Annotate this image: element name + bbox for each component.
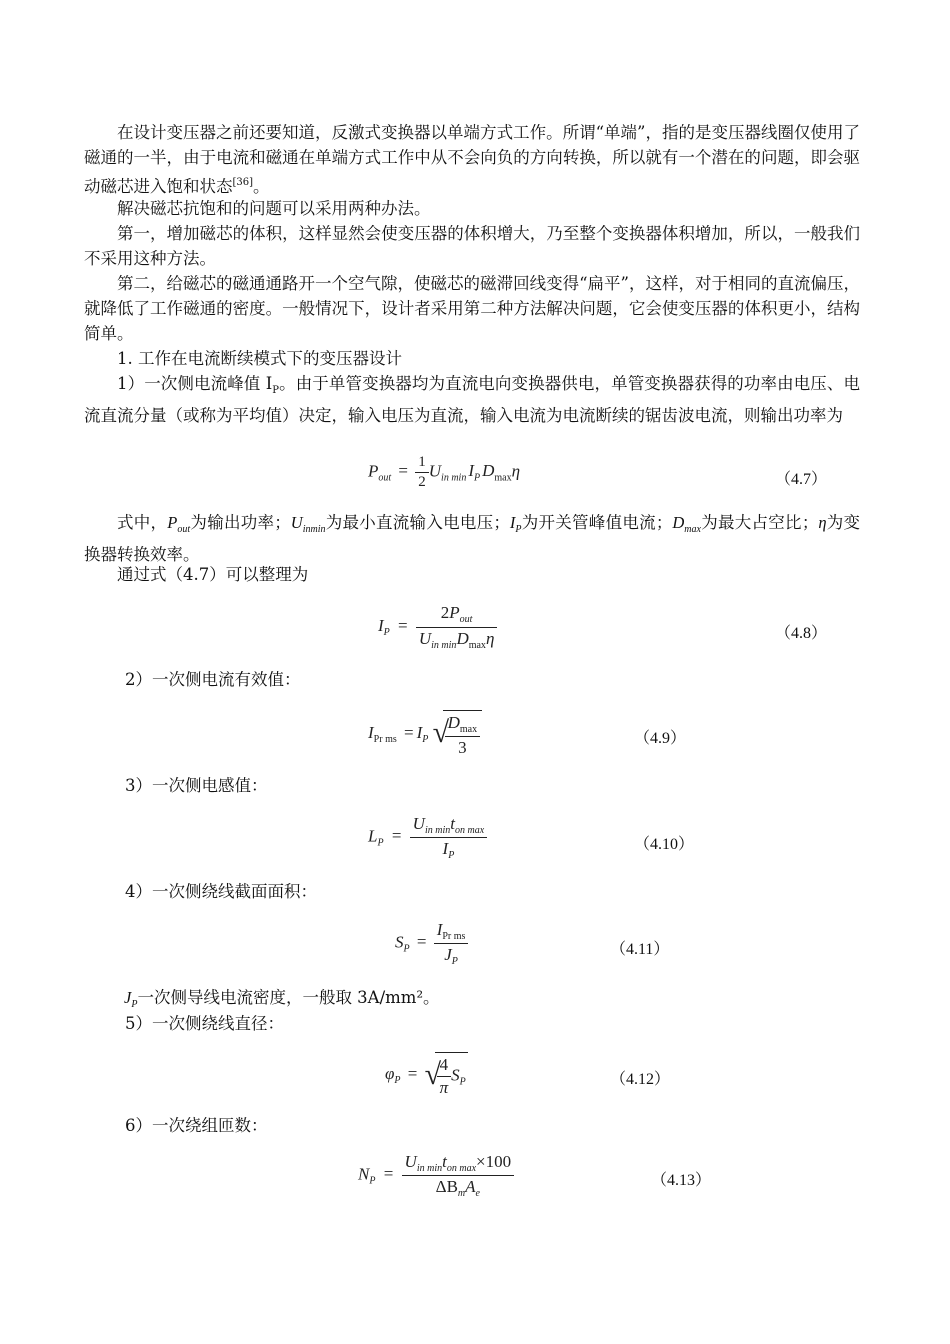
paragraph-cross-section: 4）一次侧绕线截面面积： xyxy=(125,882,317,901)
paragraph-where: 式中，$P_{out}$为输出功率；$U_{inmin}$为最小直流输入电电压；$I_P$为开关管峰值电流；$D_{max}$为最大占空比；η为变换器转换效率。 xyxy=(84,513,861,564)
equation-number-4-12: （4.12） xyxy=(610,1071,671,1088)
equation-number-4-7: （4.7） xyxy=(775,471,828,488)
equation-number-4-13: （4.13） xyxy=(651,1172,712,1189)
equation-number-4-10: （4.10） xyxy=(634,836,695,853)
equation-4-13: $N_P$ = $\frac{U_{in min}t_{on max}\times 100}{\Delta B_mA_e}$ xyxy=(358,1152,514,1199)
paragraph-end: 。 xyxy=(253,177,270,196)
peak-current-label: 1）一次侧电流峰值 I xyxy=(117,374,273,393)
paragraph-peak-current xyxy=(84,371,860,428)
paragraph-two-methods: 解决磁芯抗饱和的问题可以采用两种办法。 xyxy=(117,199,431,218)
equation-number-4-8: （4.8） xyxy=(775,625,828,642)
reference-mark: [36] xyxy=(232,177,254,188)
peak-current-text: 。由于单管变换器均为直流电向变换器供电，单管变换器获得的功率由电压、电流直流分量（或称为平均值）决定，输入电压为直流，输入电流为电流断续的锯齿波电流，则输出功率为 xyxy=(84,374,861,425)
section-heading-dcm: 1. 工作在电流断续模式下的变压器设计 xyxy=(117,349,402,368)
paragraph-text: 在设计变压器之前还要知道，反激式变换器以单端方式工作。所谓“单端”，指的是变压器线圈仅使用了磁通的一半，由于电流和磁通在单端方式工作中从不会向负的方向转换，所以就有一个潜在的问题，即会驱动磁芯进入饱和状态 xyxy=(84,123,860,196)
equation-number-4-11: （4.11） xyxy=(610,941,670,958)
paragraph-single-ended xyxy=(84,120,860,199)
equation-4-8: $I_P$ = $\frac{2P_{out}}{U_{in min}D_{max}\eta}$ xyxy=(378,603,497,651)
equation-number-4-9: （4.9） xyxy=(634,730,687,747)
paragraph-turns: 6）一次绕组匝数： xyxy=(125,1116,268,1135)
peak-current-subscript: P xyxy=(272,385,279,396)
paragraph-rearrange: 通过式（4.7）可以整理为 xyxy=(117,565,309,584)
paragraph-current-density: $J_P$一次侧导线电流密度，一般取 3A/mm²。 xyxy=(124,988,440,1010)
equation-4-11: $S_P$ = $\frac{I_{Pr ms}}{J_P}$ xyxy=(395,920,468,967)
equation-4-12: $\varphi_P$ = √ $\frac{4}{\pi}$ $S_P$ xyxy=(385,1052,468,1098)
paragraph-wire-diameter: 5）一次侧绕线直径： xyxy=(125,1014,284,1033)
equation-4-9: $I_{Pr ms} = I_P$ √ $\frac{D_{max}}{3}$ xyxy=(368,710,482,758)
equation-4-7: $P_{out}$ = $\frac{1}{2}$ $U_{in min}$ $I_P$ $D_{max}\eta$ xyxy=(368,454,521,490)
paragraph-method-one: 第一，增加磁芯的体积，这样显然会使变压器的体积增大，乃至整个变换器体积增加，所以，一般我们不采用这种方法。 xyxy=(84,224,860,268)
paragraph-rms-current: 2）一次侧电流有效值： xyxy=(125,670,301,689)
equation-4-10: $L_P$ = $\frac{U_{in min}t_{on max}}{I_P}$ xyxy=(368,814,487,861)
paragraph-method-two: 第二，给磁芯的磁通通路开一个空气隙，使磁芯的磁滞回线变得“扁平”，这样，对于相同的直流偏压，就降低了工作磁通的密度。一般情况下，设计者采用第二种方法解决问题，它会使变压器的体积更小，结构简单。 xyxy=(84,274,860,343)
paragraph-inductance: 3）一次侧电感值： xyxy=(125,776,268,795)
